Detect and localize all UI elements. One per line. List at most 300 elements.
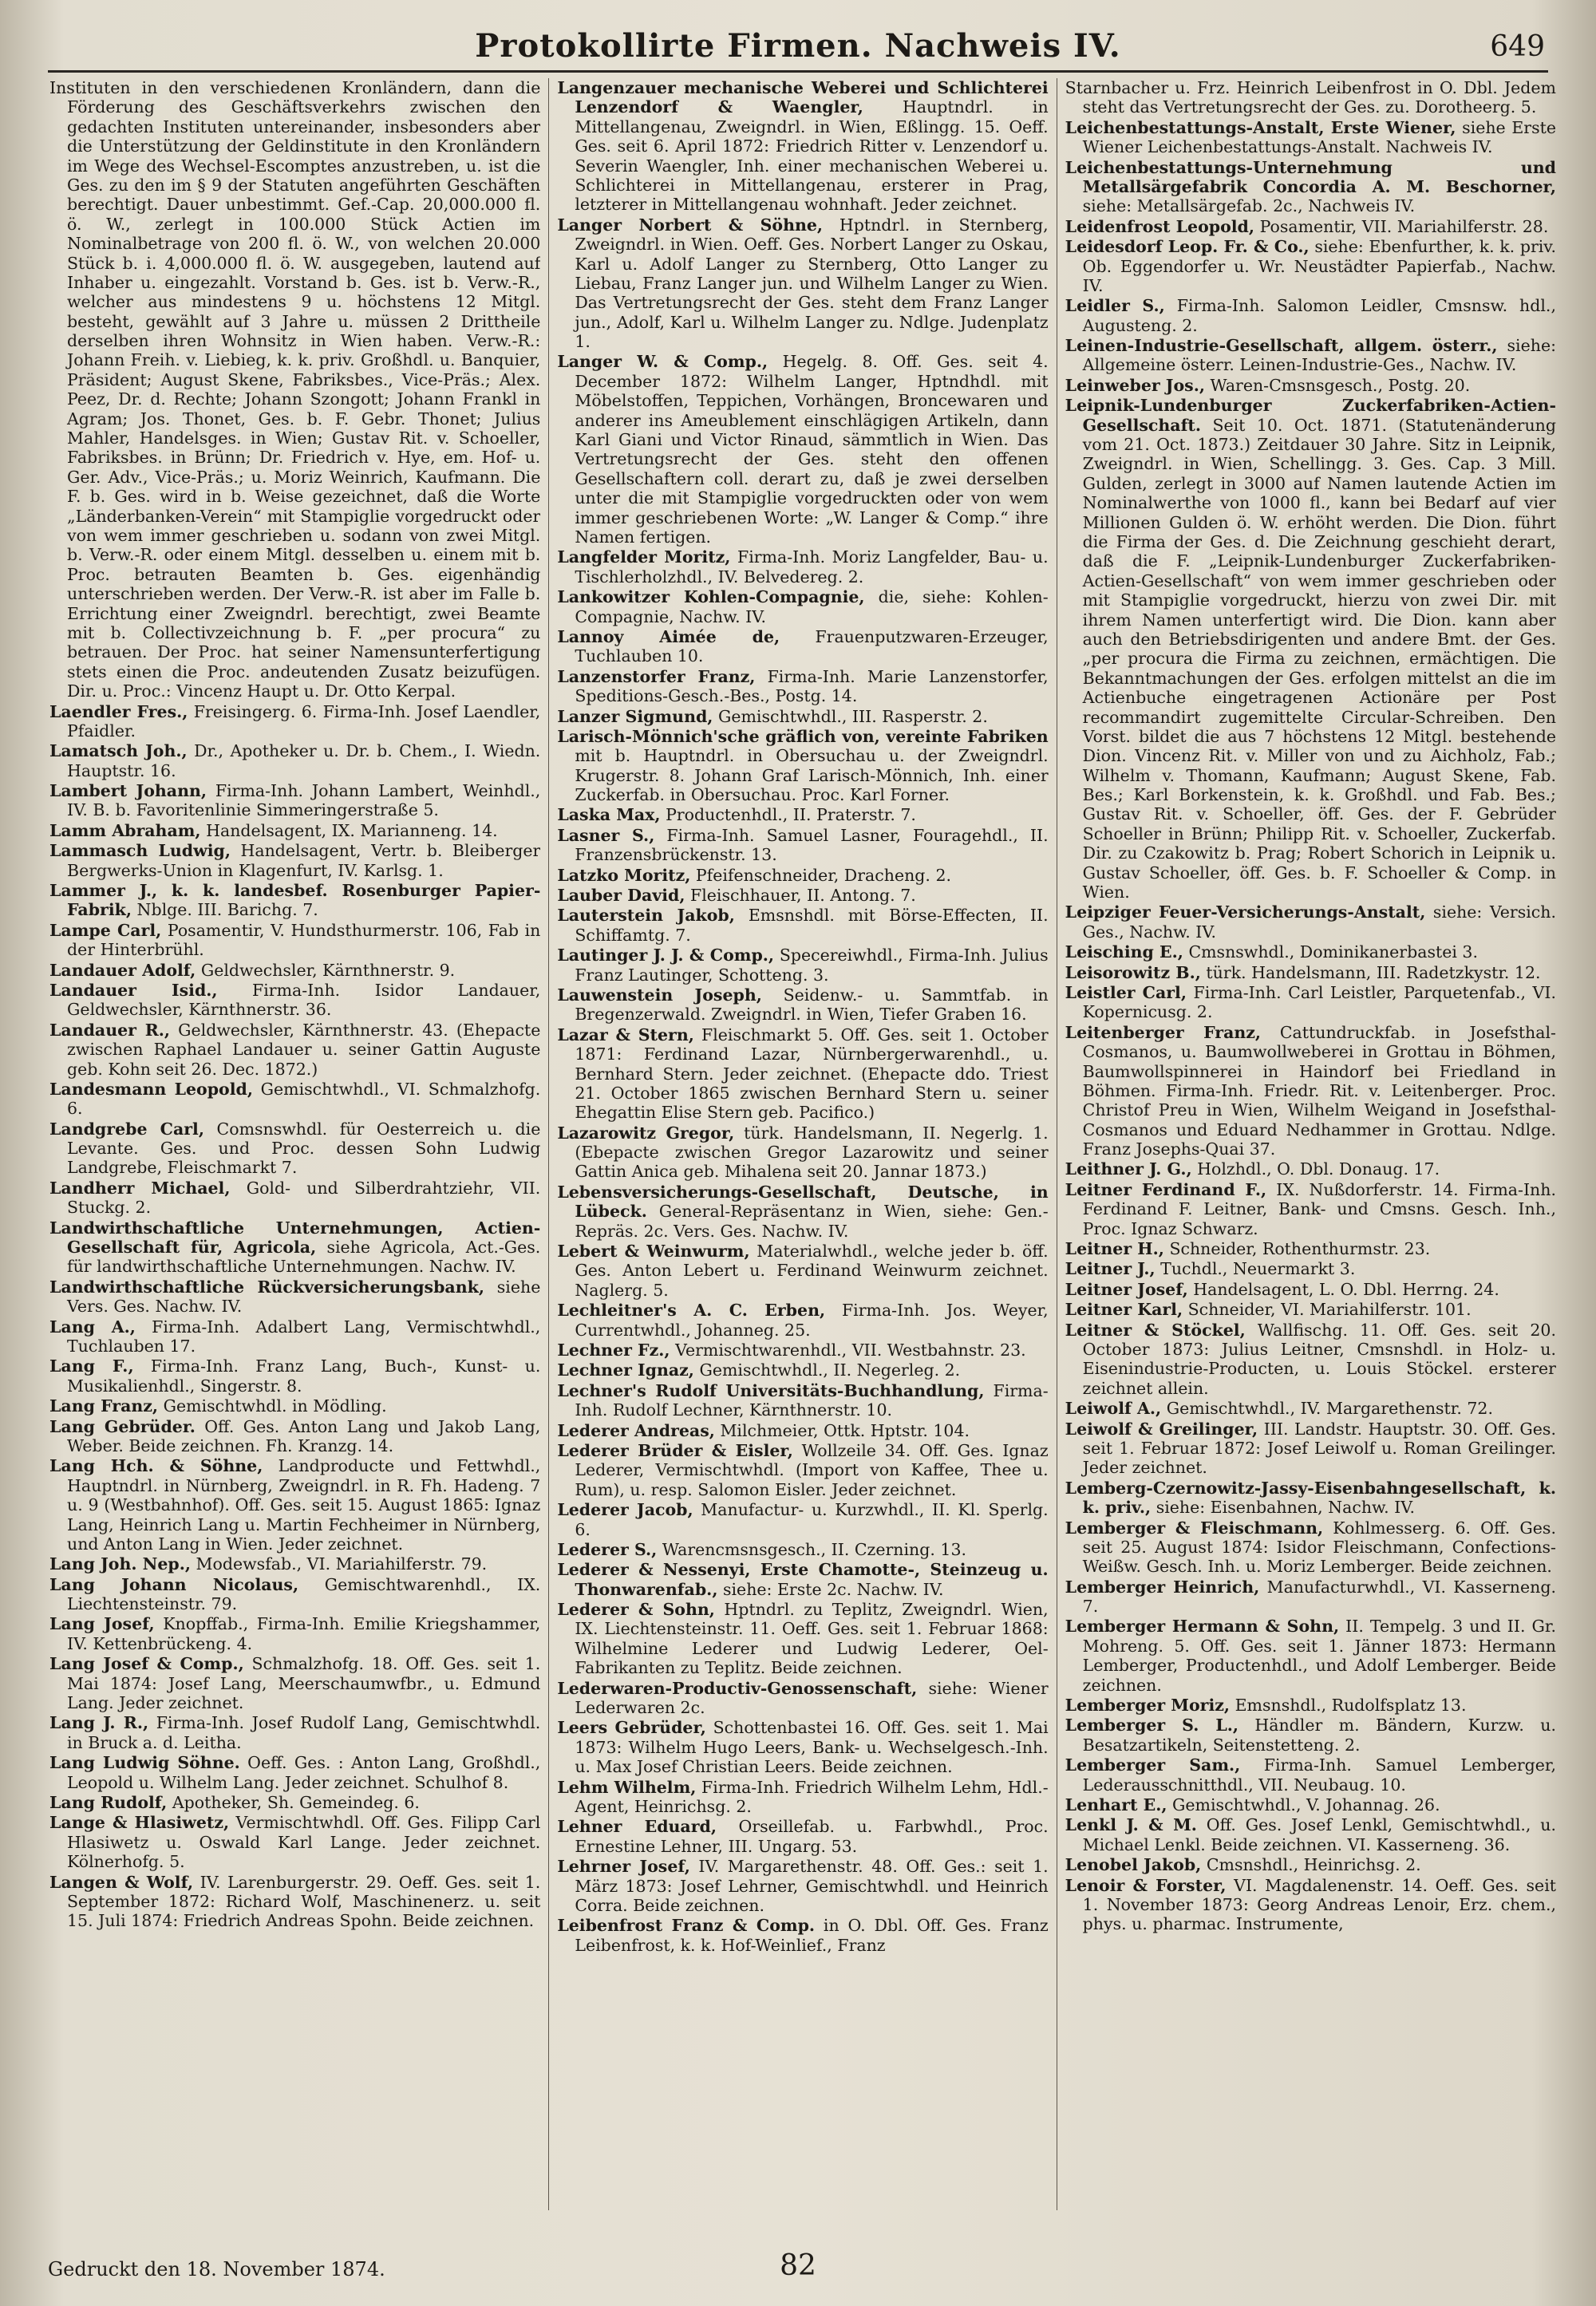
directory-entry [1065,1815,1556,1854]
directory-entry [1065,376,1556,395]
directory-entry [557,866,1048,885]
directory-entry [49,1396,540,1416]
firm-details: Vermischtwarenhdl., VII. Westbahnstr. 23. [675,1341,1026,1360]
firm-name: Landauer Adolf, [49,960,196,980]
firm-details: Hauptndrl. in Mittellangenau, Zweigndrl. in Wien, Eßlingg. 15. Oeff. Ges. seit 6. April 1872: Friedrich Ritter v. Lenzendorf u. Severin Waengler, Inh. einer mechanischen Weberei u. Schlichterei in Mittellangenau, ersterer in Prag, letzterer in Mittellangenau wohnhaft. Jeder zeichnet. [575,97,1049,215]
firm-name: Lambert Johann, [49,781,207,801]
firm-details: Seit 10. Oct. 1871. (Statutenänderung vom 21. Oct. 1873.) Zeitdauer 30 Jahre. Sitz in Leipnik, Zweigndrl. in Wien, Schellingg. 3. Ges. Cap. 3 Mill. Gulden, zerlegt in 3000 auf Namen lautende Actien im Nominalwerthe von 1000 fl., kann bei Bedarf auf vier Millionen Gulden ö. W. erhöht werden. Die Dion. führt die Firma der Ges. d. Die Zeichnung geschieht derart, daß die F. „Leipnik-Lundenburger Zuckerfabriken-Actien-Gesellschaft“ von wem immer geschrieben oder mit Stampiglie vorgedruckt, hierzu von zwei Dir. mit ihrem Namen unterfertigt wird. Die Dion. kann aber auch den Betriebsdirigenten und andere Bmt. der Ges. „per procura die Firma zu zeichnen, ermächtigen. Die Bekanntmachungen der Ges. erfolgen mittelst an die im Actienbuche eingetragenen Actionäre per Post recommandirt zugemittelte Circular-Schreiben. Den Vorst. bildet die aus 7 höchstens 12 Mitgl. bestehende Dion. Vincenz Rit. v. Miller von und zu Aichholz, Fab.; Wilhelm v. Thomann, Kaufmann; August Skene, Fab. Bes.; Karl Borkenstein, k. k. Großhdl. und Fab. Bes.; Gustav Rit. v. Schoeller, öff. Ges. der F. Gebrüder Schoeller in Brünn; Philipp Rit. v. Schoeller, Zuckerfab. Dir. zu Czakowitz b. Prag; Robert Schorich in Leipnik u. Gustav Schoeller, öff. Ges. b. F. Schoeller & Comp. in Wien. [1082,415,1556,902]
directory-entry [557,1500,1048,1539]
firm-details: Dr., Apotheker u. Dr. b. Chem., I. Wiedn. Hauptstr. 16. [67,741,541,780]
firm-details: siehe: Ebenfurther, k. k. priv. Ob. Eggendorfer u. Wr. Neustädter Papierfab., Nachw. IV. [1082,237,1556,295]
directory-entry [557,1025,1048,1123]
firm-name: Lankowitzer Kohlen-Compagnie, [557,587,865,607]
directory-entry [1065,1399,1556,1418]
directory-entry [49,1713,540,1752]
directory-entry [557,78,1048,215]
column-middle [548,78,1048,2210]
firm-details: Firma-Inh. Josef Rudolf Lang, Gemischtwhdl. in Bruck a. d. Leitha. [67,1713,541,1752]
firm-details: Freisingerg. 6. Firma-Inh. Josef Laendler, Pfaidler. [67,701,541,740]
firm-name: Lanzer Sigmund, [557,706,713,726]
directory-entry [1065,1876,1556,1934]
firm-name: Lang Joh. Nep., [49,1554,192,1574]
directory-entry [557,826,1048,865]
firm-details: Gold- und Silberdrahtziehr, VII. Stuckg. 2. [67,1178,541,1218]
directory-entry [557,985,1048,1025]
firm-name: Lampe Carl, [49,920,162,940]
directory-entry [557,1123,1048,1182]
firm-details: Posamentir, VII. Mariahilferstr. 28. [1259,216,1549,236]
directory-entry [557,1540,1048,1559]
firm-details: Händler m. Bändern, Kurzw. u. Besatzartikeln, Seitenstetteng. 2. [1082,1716,1556,1755]
firm-name: Lenhart E., [1065,1795,1167,1814]
directory-entry [557,1341,1048,1360]
firm-name: Landwirthschaftliche Unternehmungen, Actien-Gesellschaft für, Agricola, [49,1218,541,1258]
firm-name: Larisch-Mönnich'sche gräflich von, vereinte Fabriken [557,726,1049,746]
firm-name: Leidler S., [1065,296,1165,316]
firm-name: Lemberger Sam., [1065,1755,1241,1775]
firm-details: Pfeifenschneider, Dracheng. 2. [695,865,952,885]
directory-entry [557,1381,1048,1420]
firm-details: siehe: Eisenbahnen, Nachw. IV. [1156,1498,1416,1518]
directory-entry [557,1242,1048,1300]
firm-name: Lemberger Moriz, [1065,1696,1231,1716]
firm-name: Lammasch Ludwig, [49,841,231,861]
firm-name: Lederer S., [557,1539,658,1559]
firm-name: Lechner Fz., [557,1341,670,1360]
directory-entry [1065,1280,1556,1299]
firm-details: Wollzeile 34. Off. Ges. Ignaz Lederer, Vermischtwhdl. (Import von Kaffee, Thee u. Rum), u. resp. Salomon Eisler. Jeder zeichnet. [575,1440,1049,1499]
firm-details: Holzhdl., O. Dbl. Donaug. 17. [1197,1159,1440,1179]
page-header [48,22,1548,73]
directory-entry [1065,1577,1556,1617]
firm-name: Lasner S., [557,825,655,845]
firm-name: Leipziger Feuer-Versicherungs-Anstalt, [1065,902,1426,922]
firm-details: Gemischtwhdl., II. Negerleg. 2. [699,1360,961,1380]
columns [49,78,1556,2210]
firm-details: Manufacturwhdl., VI. Kasserneng. 7. [1082,1577,1556,1617]
firm-name: Latzko Moritz, [557,865,691,885]
directory-entry [1065,1518,1556,1577]
firm-details: General-Repräsentanz in Wien, siehe: Gen.-Repräs. 2c. Vers. Ges. Nachw. IV. [575,1202,1049,1241]
firm-name: Leitner Josef, [1065,1279,1188,1299]
firm-details: Gemischtwhdl., VI. Schmalzhofg. 6. [67,1079,541,1119]
directory-entry [557,1421,1048,1440]
firm-name: Lamatsch Joh., [49,741,188,761]
firm-name: Lehm Wilhelm, [557,1777,697,1797]
firm-name: Leithner J. G., [1065,1159,1192,1179]
firm-details: Hegelg. 8. Off. Ges. seit 4. December 1872: Wilhelm Langer, Hptndhdl. mit Möbelstoffen, Teppichen, Vorhängen, Broncewaren und anderer ins Ameublement einschlägigen Artikeln, dann Karl Giani und Victor Rinaud, sämmtlich in Wien. Das Vertretungsrecht der Ges. steht den offenen Gesellschaftern coll. derart zu, daß je zwei derselben unter die mit Stampiglie vorgedruckten oder von wem immer geschriebenen Worte: „W. Langer & Comp.“ ihre Namen fertigen. [575,352,1049,547]
firm-details: Handelsagent, L. O. Dbl. Herrng. 24. [1193,1279,1499,1299]
firm-name: Laendler Fres., [49,701,188,721]
firm-details: Firma-Inh. Carl Leistler, Parquetenfab., VI. Kopernicusg. 2. [1082,982,1556,1022]
directory-entry [557,1183,1048,1241]
firm-details: Oeff. Ges. : Anton Lang, Großhdl., Leopold u. Wilhelm Lang. Jeder zeichnet. Schulhof 8. [67,1753,541,1792]
firm-name: Langen & Wolf, [49,1872,194,1892]
firm-details: Firma-Inh. Adalbert Lang, Vermischtwhdl., Tuchlauben 17. [67,1317,541,1356]
firm-name: Landherr Michael, [49,1178,231,1198]
page-number: 649 [1490,30,1545,63]
firm-details: Cattundruckfab. in Josefsthal-Cosmanos, u. Baumwollweberei in Grottau in Böhmen, Baumwollspinnerei in Haindorf bei Friedland in Böhmen. Firma-Inh. Friedr. Rit. v. Leitenberger. Proc. Christof Preu in Wien, Wilhelm Weigand in Josefsthal-Cosmanos und Eduard Nedhammer in Grottau. Ndlge. Franz Josephs-Quai 37. [1082,1022,1556,1159]
firm-name: Lang Johann Nicolaus, [49,1574,299,1594]
firm-name: Lamm Abraham, [49,820,201,840]
firm-details: türk. Handelsmann, III. Radetzkystr. 12. [1206,962,1541,982]
directory-entry [557,805,1048,824]
firm-details: Firma-Inh. Jos. Weyer, Currentwhdl., Johanneg. 25. [575,1301,1049,1340]
directory-entry [1065,963,1556,982]
firm-details: II. Tempelg. 3 und II. Gr. Mohreng. 5. Off. Ges. seit 1. Jänner 1873: Hermann Lemberger, Productenhdl., und Adolf Lemberger. Beide zeichnen. [1082,1617,1556,1695]
directory-entry [1065,296,1556,335]
firm-details: Warencmsnsgesch., II. Czerning. 13. [662,1539,967,1559]
firm-name: Leitner & Stöckel, [1065,1320,1246,1340]
page-title: Protokollirte Firmen. Nachweis IV. [475,27,1121,65]
firm-details: Fleischhauer, II. Antong. 7. [690,886,916,906]
firm-details: Posamentir, V. Hundsthurmerstr. 106, Fab in der Hinterbrühl. [67,920,541,960]
firm-name: Landgrebe Carl, [49,1119,204,1139]
firm-details: siehe Erste Wiener Leichenbestattungs-Anstalt. Nachweis IV. [1082,117,1556,157]
directory-entry [1065,217,1556,236]
firm-details: Gemischtwhdl. in Mödling. [163,1396,387,1416]
directory-entry [49,702,540,741]
firm-name: Lang Josef & Comp., [49,1654,244,1674]
firm-details: Starnbacher u. Frz. Heinrich Leibenfrost in O. Dbl. Jedem steht das Vertretungsrecht der Ges. zu. Dorotheerg. 5. [1065,78,1556,117]
firm-details: Geldwechsler, Kärnthnerstr. 9. [200,960,456,980]
directory-entry [49,921,540,960]
directory-entry [49,1356,540,1396]
firm-name: Lazar & Stern, [557,1025,694,1044]
firm-details: Manufactur- u. Kurzwhdl., II. Kl. Sperlg. 6. [575,1500,1049,1539]
firm-details: Firma-Inh. Friedrich Wilhelm Lehm, Hdl.-Agent, Heinrichsg. 2. [575,1777,1049,1816]
firm-details: Gemischtwhdl., V. Johannag. 26. [1172,1795,1440,1814]
firm-details: siehe: Wiener Lederwaren 2c. [575,1678,1049,1718]
firm-name: Lang Ludwig Söhne. [49,1753,240,1773]
directory-entry [1065,1617,1556,1695]
firm-name: Leers Gebrüder, [557,1718,706,1738]
firm-details: Firma-Inh. Isidor Landauer, Geldwechsler, Kärnthnerstr. 36. [67,980,541,1020]
directory-entry [49,1813,540,1871]
firm-details: Off. Ges. Josef Lenkl, Gemischtwhdl., u. Michael Lenkl. Beide zeichnen. VI. Kasserneng. 36. [1082,1815,1556,1854]
directory-entry [49,1793,540,1812]
firm-details: Seidenw.- u. Sammtfab. in Bregenzerwald. Zweigndrl. in Wien, Tiefer Graben 16. [575,985,1049,1025]
firm-name: Lemberg-Czernowitz-Jassy-Eisenbahngesellschaft, k. k. priv., [1065,1478,1556,1518]
directory-entry [1065,396,1556,902]
firm-details: Handelsagent, IX. Marianneng. 14. [206,820,498,840]
firm-details: Orseillefab. u. Farbwhdl., Proc. Ernestine Lehner, III. Ungarg. 53. [575,1817,1049,1856]
directory-entry [49,841,540,880]
directory-entry [49,1080,540,1119]
directory-entry [1065,158,1556,216]
directory-entry [557,1679,1048,1718]
firm-name: Lebert & Weinwurm, [557,1242,750,1262]
directory-entry [557,1600,1048,1678]
directory-entry [49,1317,540,1356]
firm-name: Lemberger & Fleischmann, [1065,1518,1324,1538]
firm-name: Lechleitner's A. C. Erben, [557,1301,826,1321]
firm-details: Materialwhdl., welche jeder b. öff. Ges. Anton Lebert u. Ferdinand Weinwurm zeichnet. Naglerg. 5. [575,1242,1049,1300]
directory-entry [1065,1159,1556,1179]
firm-details: Fleischmarkt 5. Off. Ges. seit 1. October 1871: Ferdinand Lazar, Nürnbergerwarenhdl., u. Bernhard Stern. Jeder zeichnet. (Ehepacte ddo. Triest 21. October 1865 zwischen Bernhard Stern u. seiner Ehegattin Elise Stern geb. Pacifico.) [575,1025,1049,1123]
directory-entry [1065,1321,1556,1399]
firm-name: Lederwaren-Productiv-Genossenschaft, [557,1678,918,1698]
directory-entry [557,587,1048,626]
print-date: Gedruckt den 18. November 1874. [48,2258,385,2280]
directory-entry [49,1554,540,1574]
firm-details: Waren-Cmsnsgesch., Postg. 20. [1210,375,1471,395]
directory-entry [1065,336,1556,375]
directory-entry [1065,1696,1556,1715]
firm-details: Firma-Inh. Franz Lang, Buch-, Kunst- u. Musikalienhdl., Singerstr. 8. [67,1356,541,1396]
firm-details: Productenhdl., II. Praterstr. 7. [666,805,916,825]
firm-details: Vermischtwhdl. Off. Ges. Filipp Carl Hlasiwetz u. Oswald Karl Lange. Jeder zeichnet. Kölnerhofg. 5. [67,1813,541,1872]
firm-name: Langfelder Moritz, [557,547,731,567]
directory-entry [49,1456,540,1554]
directory-entry [49,1575,540,1614]
column-left [49,78,540,2210]
directory-entry [1065,1795,1556,1814]
directory-entry [557,1817,1048,1856]
firm-name: Lang F., [49,1356,134,1376]
firm-name: Lang Gebrüder. [49,1416,196,1436]
firm-details: türk. Handelsmann, II. Negerlg. 1. (Ebepacte zwischen Gregor Lazarowitz und seiner Gattin Anica geb. Mihalena seit 20. Jannar 1873.) [575,1123,1049,1182]
firm-name: Landwirthschaftliche Rückversicherungsbank, [49,1277,484,1297]
firm-name: Lemberger Heinrich, [1065,1577,1260,1597]
directory-entry [557,906,1048,945]
firm-name: Lenobel Jakob, [1065,1855,1202,1875]
directory-entry [49,881,540,920]
directory-entry [49,1218,540,1277]
firm-details: Schneider, VI. Mariahilferstr. 101. [1187,1300,1472,1320]
directory-entry [49,781,540,820]
directory-entry [1065,1479,1556,1518]
firm-details: Specereiwhdl., Firma-Inh. Julius Franz Lautinger, Schotteng. 3. [575,946,1049,985]
firm-name: Leidenfrost Leopold, [1065,216,1255,236]
firm-name: Leisching E., [1065,942,1183,962]
firm-details: Milchmeier, Ottk. Hptstr. 104. [720,1420,970,1440]
directory-entry [1065,1259,1556,1278]
firm-name: Leiwolf & Greilinger, [1065,1419,1258,1439]
firm-name: Langenzauer mechanische Weberei und Schlichterei Lenzendorf & Waengler, [557,78,1049,117]
firm-name: Lauterstein Jakob, [557,906,735,926]
column-right [1057,78,1556,2210]
firm-details: Instituten in den verschiedenen Kronländern, dann die Förderung des Geschäftsverkehrs zwischen den gedachten Instituten untereinander, insbesonders aber die Unterstützung der Geldinstitute in den Kronländern im Wege des Wechsel-Escomptes anzustreben, u. ist die Ges. zu den im § 9 der Statuten angeführten Geschäften berechtigt. Dauer unbestimmt. Gef.-Cap. 20,000.000 fl. ö. W., zerlegt in 100.000 Stück Actien im Nominalbetrage von 200 fl. ö. W., von welchen 20.000 Stück b. i. 4,000.000 fl. ö. W. ausgegeben, lautend auf Inhaber u. eingezahlt. Vorstand b. Ges. ist b. Verw.-R., welcher aus mindestens 9 u. höchstens 12 Mitgl. besteht, gewählt auf 3 Jahre u. müssen 2 Drittheile derselben ihren Wohnsitz in Wien haben. Verw.-R.: Johann Freih. v. Liebieg, k. k. priv. Großhdl. u. Banquier, Präsident; August Skene, Fabriksbes., Vice-Präs.; Alex. Peez, Dr. d. Rechte; Johann Szongott; Johann Frankl in Agram; Jos. Thonet, Ges. b. F. Gebr. Thonet; Julius Mahler, Handelsges. in Wien; Gustav Rit. v. Schoeller, Fabriksbes. in Brünn; Dr. Friedrich v. Hye, em. Hof- u. Ger. Adv., Vice-Präs.; u. Moriz Weinrich, Kaufmann. Die F. b. Ges. wird in b. Weise gezeichnet, daß die Worte „Länderbanken-Verein“ mit Stampiglie vorgedruckt oder von wem immer geschrieben u. sodann von zwei Mitgl. b. Verw.-R. oder einem Mitgl. desselben u. einem mit b. Proc. betrauten Beamten b. Ges. eigenhändig unterschrieben werden. Der Verw.-R. ist aber im Falle b. Errichtung einer Zweigndrl. berechtigt, zwei Beamte mit b. Collectivzeichnung b. F. „per procura“ zu betrauen. Der Proc. hat seiner Namensunterfertigung stets einen die Proc. andeutenden Zusatz beizufügen. Dir. u. Proc.: Vincenz Haupt u. Dr. Otto Kerpal. [49,78,541,701]
firm-details: Frauenputzwaren-Erzeuger, Tuchlauben 10. [575,626,1049,666]
firm-name: Lenoir & Forster, [1065,1875,1227,1895]
firm-name: Lang A., [49,1317,136,1337]
firm-name: Lammer J., k. k. landesbef. Rosenburger Papier-Fabrik, [49,881,541,920]
firm-details: VI. Magdalenenstr. 14. Oeff. Ges. seit 1. November 1873: Georg Andreas Lenoir, Erz. chem., phys. u. pharmac. Instrumente, [1082,1875,1556,1934]
firm-name: Langer Norbert & Söhne, [557,215,824,235]
firm-details: siehe: Versich. Ges., Nachw. IV. [1082,902,1556,942]
firm-details: Firma-Inh. Marie Lanzenstorfer, Speditions-Gesch.-Bes., Postg. 14. [575,666,1049,706]
firm-details: siehe: Allgemeine österr. Leinen-Industrie-Ges., Nachw. IV. [1082,336,1556,375]
firm-name: Leistler Carl, [1065,982,1187,1002]
firm-details: Wallfischg. 11. Off. Ges. seit 20. October 1873: Julius Leitner, Cmsnshdl. in Holz- u. Eisenindustrie-Producten, u. Louis Stöckel. ersterer zeichnet allein. [1082,1320,1556,1398]
directory-entry [557,1360,1048,1380]
firm-details: Comsnswhdl. für Oesterreich u. die Levante. Ges. und Proc. dessen Sohn Ludwig Landgrebe, Fleischmarkt 7. [67,1119,541,1178]
directory-entry [1065,118,1556,157]
firm-name: Leiwolf A., [1065,1399,1162,1419]
firm-name: Landauer R., [49,1020,171,1040]
firm-details: Firma-Inh. Moriz Langfelder, Bau- u. Tischlerholzhdl., IV. Belvedereg. 2. [575,547,1049,586]
firm-name: Lederer & Sohn, [557,1600,715,1620]
directory-entry [49,821,540,840]
firm-name: Leidesdorf Leop. Fr. & Co., [1065,237,1310,257]
directory-entry [49,1614,540,1653]
firm-name: Lederer Brüder & Eisler, [557,1440,793,1460]
firm-name: Leitner J., [1065,1259,1156,1279]
firm-name: Langer W. & Comp., [557,352,768,372]
directory-entry [49,961,540,980]
firm-details: Schneider, Rothenthurmstr. 23. [1169,1239,1431,1259]
firm-name: Leinweber Jos., [1065,375,1205,395]
directory-entry [1065,78,1556,117]
firm-details: Kohlmesserg. 6. Off. Ges. seit 25. August 1874: Isidor Fleischmann, Confections-Weißw. Gesch. Inh. u. Moriz Lemberger. Beide zeichnen. [1082,1518,1556,1577]
firm-name: Leitenberger Franz, [1065,1022,1262,1042]
directory-entry [557,1857,1048,1915]
firm-details: siehe Agricola, Act.-Ges. für landwirthschaftliche Unternehmungen. Nachw. IV. [67,1238,541,1277]
firm-name: Lederer Jacob, [557,1500,693,1520]
directory-entry [1065,1239,1556,1258]
directory-entry [49,1753,540,1792]
directory-entry [49,981,540,1020]
directory-entry [557,667,1048,706]
firm-details: IV. Margarethenstr. 48. Off. Ges.: seit 1. März 1873: Josef Lehrner, Gemischtwhdl. und Heinrich Corra. Beide zeichnen. [575,1857,1049,1915]
directory-entry [557,1301,1048,1340]
firm-details: Schottenbastei 16. Off. Ges. seit 1. Mai 1873: Wilhelm Hugo Leers, Bank- u. Wechselgesch.-Inh. u. Max Josef Christian Leers. Beide zeichnen. [575,1718,1049,1777]
directory-entry [557,547,1048,586]
firm-details: Cmsnswhdl., Dominikanerbastei 3. [1188,942,1478,962]
firm-details: Gemischtwarenhdl., IX. Liechtensteinstr. 79. [67,1574,541,1614]
firm-name: Lehrner Josef, [557,1857,690,1877]
firm-details: Tuchdl., Neuermarkt 3. [1160,1259,1356,1279]
firm-details: Modewsfab., VI. Mariahilferstr. 79. [196,1554,488,1574]
firm-name: Lange & Hlasiwetz, [49,1813,230,1833]
directory-entry [49,1417,540,1456]
firm-name: Lannoy Aimée de, [557,626,780,646]
directory-entry [557,946,1048,985]
firm-details: III. Landstr. Hauptstr. 30. Off. Ges. seit 1. Februar 1872: Josef Leiwolf u. Roman Greilinger. Jeder zeichnet. [1082,1419,1556,1478]
firm-details: Nblge. III. Barichg. 7. [136,900,318,920]
firm-name: Lang Franz, [49,1396,159,1416]
firm-name: Leitner Ferdinand F., [1065,1179,1267,1199]
directory-entry [1065,1300,1556,1319]
firm-details: Hptndrl. in Sternberg, Zweigndrl. in Wien. Oeff. Ges. Norbert Langer zu Oskau, Karl u. Adolf Langer zu Sternberg, Otto Langer zu Liebau, Franz Langer jun. und Wilhelm Langer zu Wien. Das Vertretungsrecht der Ges. steht dem Franz Langer jun., Adolf, Karl u. Wilhelm Langer zu. Ndlge. Judenplatz 1. [575,215,1049,352]
directory-entry [1065,983,1556,1022]
firm-name: Lauber David, [557,886,685,906]
firm-details: siehe Vers. Ges. Nachw. IV. [67,1277,541,1317]
directory-entry [49,1179,540,1218]
directory-entry [1065,237,1556,295]
directory-entry [557,1718,1048,1776]
directory-entry [1065,1716,1556,1755]
firm-name: Leisorowitz B., [1065,962,1201,982]
directory-entry [1065,942,1556,961]
directory-entry [1065,1023,1556,1159]
firm-name: Lederer & Nessenyi, Erste Chamotte-, Steinzeug u. Thonwarenfab., [557,1560,1049,1599]
signature-number: 82 [780,2249,816,2282]
firm-details: Firma-Inh. Samuel Lemberger, Lederausschnitthdl., VII. Neubaug. 10. [1082,1755,1556,1795]
firm-name: Lang Hch. & Söhne, [49,1456,263,1476]
directory-entry [1065,1855,1556,1874]
directory-entry [49,1119,540,1178]
directory-entry [557,352,1048,547]
directory-entry [557,727,1048,805]
firm-details: Schmalzhofg. 18. Off. Ges. seit 1. Mai 1874: Josef Lang, Meerschaumwfbr., u. Edmund Lang. Jeder zeichnet. [67,1654,541,1713]
firm-details: siehe: Erste 2c. Nachw. IV. [722,1579,944,1599]
firm-details: Emsnshdl. mit Börse-Effecten, II. Schiffamtg. 7. [575,906,1049,945]
firm-name: Leichenbestattungs-Anstalt, Erste Wiener, [1065,117,1456,137]
firm-name: Lebensversicherungs-Gesellschaft, Deutsche, in Lübeck. [557,1182,1049,1222]
directory-entry [557,1441,1048,1499]
firm-details: Firma-Inh. Johann Lambert, Weinhdl., IV. B. b. Favoritenlinie Simmeringerstraße 5. [67,781,541,820]
directory-entry [1065,1755,1556,1795]
firm-details: Apotheker, Sh. Gemeindeg. 6. [172,1792,420,1812]
firm-details: Off. Ges. Anton Lang und Jakob Lang, Weber. Beide zeichnen. Fh. Kranzg. 14. [67,1416,541,1455]
firm-name: Lenkl J. & M. [1065,1815,1197,1835]
firm-details: Hptndrl. zu Teplitz, Zweigndrl. Wien, IX. Liechtensteinstr. 11. Oeff. Ges. seit 1. Februar 1868: Wilhelmine Lederer und Ludwig Lederer, Oel-Fabrikanten zu Teplitz. Beide zeichnen. [575,1600,1049,1678]
firm-name: Leipnik-Lundenburger Zuckerfabriken-Actien-Gesellschaft. [1065,396,1556,435]
directory-entry [1065,1420,1556,1478]
firm-details: Geldwechsler, Kärnthnerstr. 43. (Ehepacte zwischen Raphael Landauer u. seiner Gattin Auguste geb. Kohn seit 26. Dec. 1872.) [67,1020,541,1079]
firm-details: Emsnshdl., Rudolfsplatz 13. [1235,1696,1467,1716]
directory-entry [557,707,1048,726]
firm-name: Lang Josef, [49,1614,155,1634]
firm-name: Lechner's Rudolf Universitäts-Buchhandlung, [557,1380,985,1400]
firm-details: Gemischtwhdl., IV. Margarethenstr. 72. [1166,1399,1493,1419]
firm-details: Firma-Inh. Salomon Leidler, Cmsnsw. hdl., Augusteng. 2. [1082,296,1556,335]
directory-entry [557,215,1048,352]
firm-details: Cmsnshdl., Heinrichsg. 2. [1206,1855,1421,1875]
firm-name: Lazarowitz Gregor, [557,1123,735,1143]
firm-name: Lechner Ignaz, [557,1360,694,1380]
directory-entry [1065,1180,1556,1238]
directory-entry [557,627,1048,666]
firm-details: Knopffab., Firma-Inh. Emilie Kriegshammer, IV. Kettenbrückeng. 4. [67,1614,541,1653]
firm-name: Lauwenstein Joseph, [557,985,762,1005]
firm-name: Leinen-Industrie-Gesellschaft, allgem. österr., [1065,336,1498,356]
firm-details: die, siehe: Kohlen-Compagnie, Nachw. IV. [575,587,1049,626]
directory-entry [1065,902,1556,942]
directory-entry [49,78,540,701]
firm-name: Landesmann Leopold, [49,1079,253,1099]
firm-name: Lederer Andreas, [557,1420,715,1440]
directory-entry [557,1560,1048,1599]
firm-details: Firma-Inh. Samuel Lasner, Fouragehdl., II. Franzensbrückenstr. 13. [575,825,1049,865]
firm-details: Gemischtwhdl., III. Rasperstr. 2. [717,706,988,726]
firm-details: Handelsagent, Vertr. b. Bleiberger Bergwerks-Union in Klagenfurt, IV. Karlsg. 1. [67,841,541,880]
firm-name: Lehner Eduard, [557,1817,717,1837]
firm-name: Leichenbestattungs-Unternehmung und Metallsärgefabrik Concordia A. M. Beschorner, [1065,157,1556,196]
firm-name: Leitner Karl, [1065,1300,1183,1320]
firm-details: Firma-Inh. Rudolf Lechner, Kärnthnerstr. 10. [575,1380,1049,1420]
firm-name: Leitner H., [1065,1239,1164,1259]
firm-name: Laska Max, [557,805,661,825]
firm-name: Lang Rudolf, [49,1792,168,1812]
firm-details: mit b. Hauptndrl. in Obersuchau u. der Zweigndrl. Krugerstr. 8. Johann Graf Larisch-Mönnich, Inh. einer Zuckerfab. in Obersuchau. Proc. Karl Forner. [575,746,1049,805]
firm-name: Lautinger J. J. & Comp., [557,946,775,965]
firm-name: Lanzenstorfer Franz, [557,666,756,686]
firm-details: IX. Nußdorferstr. 14. Firma-Inh. Ferdinand F. Leitner, Bank- und Cmsns. Gesch. Inh., Proc. Ignaz Schwarz. [1082,1179,1556,1238]
directory-entry [49,741,540,780]
firm-name: Landauer Isid., [49,980,218,1000]
directory-entry [557,1916,1048,1955]
directory-entry [557,886,1048,905]
firm-details: Landproducte und Fettwhdl., Hauptndrl. in Nürnberg, Zweigndrl. in R. Fh. Hadeng. 7 u. 9 (Westbahnhof). Off. Ges. seit 15. August 1865: Ignaz Lang, Heinrich Lang u. Martin Fechheimer in Nürnberg, und Anton Lang in Wien. Jeder zeichnet. [67,1456,541,1554]
page-footer [48,2225,1548,2288]
directory-entry [557,1778,1048,1817]
directory-entry [49,1654,540,1712]
firm-name: Leibenfrost Franz & Comp. [557,1916,816,1936]
directory-entry [49,1277,540,1317]
